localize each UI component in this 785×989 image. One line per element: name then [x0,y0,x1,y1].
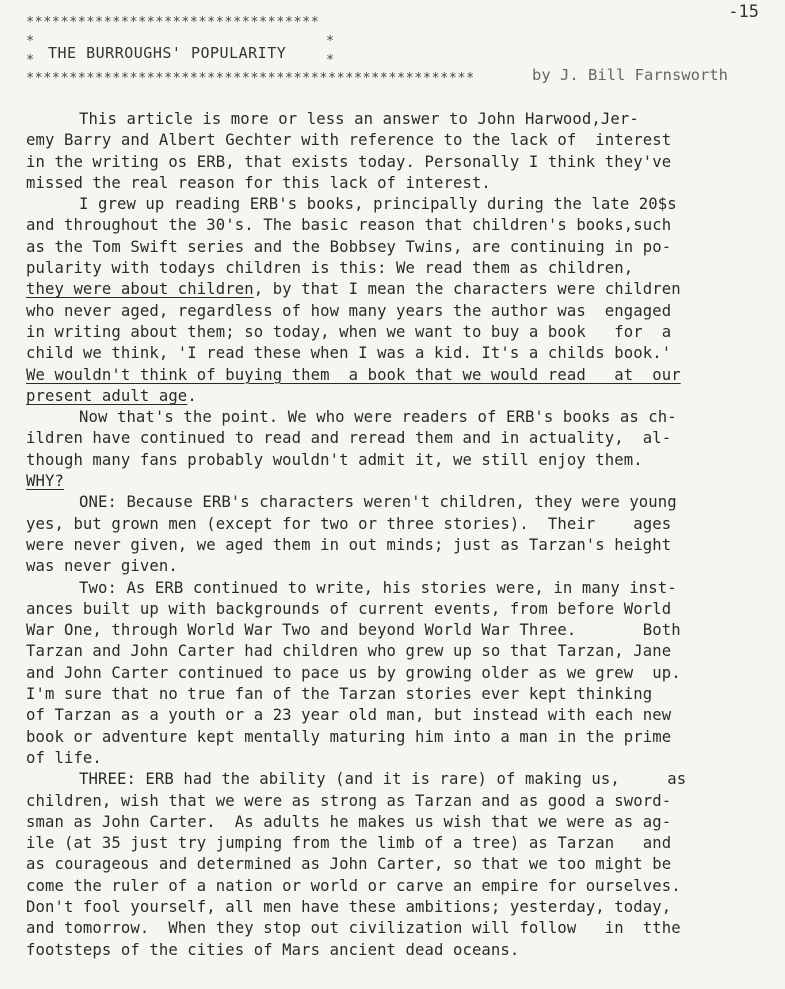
text-line: and throughout the 30's. The basic reason that children's books,such [26,216,672,235]
underlined-phrase: present adult age [26,386,188,405]
why-heading: WHY? [26,472,64,491]
text-line: War One, through World War Two and beyond World War Three. Both [26,621,681,640]
text-line: was never given. [26,557,178,576]
text-line: of life. [26,748,102,767]
text-run: . [187,386,197,405]
paragraph-two [26,578,760,770]
text-line: footsteps of the cities of Mars ancient dead oceans. [26,940,520,959]
text-line: I grew up reading ERB's books, principally during the late 20$s [79,195,677,214]
text-line: as courageous and determined as John Carter, so that we too might be [26,855,672,874]
title-box-border-right: * [326,33,335,49]
text-line: Now that's the point. We who were readers of ERB's books as ch- [79,408,677,427]
underlined-phrase: they were about children [26,280,254,299]
text-line: and tomorrow. When they stop out civilization will follow in tthe [26,919,681,938]
text-line: though many fans probably wouldn't admit it, we still enjoy them. [26,450,643,469]
title-box-border-left: * [26,33,35,49]
text-line [26,279,760,300]
text-line: sman as John Carter. As adults he makes us wish that we were as ag- [26,812,672,831]
text-line: Two: As ERB continued to write, his stories were, in many inst- [79,578,677,597]
text-line: who never aged, regardless of how many years the author was engaged [26,301,672,320]
page-number: -15 [728,2,759,22]
paragraph-3 [26,407,760,492]
byline: by J. Bill Farnsworth [532,66,728,84]
text-line: ile (at 35 just try jumping from the limb of a tree) as Tarzan and [26,834,672,853]
text-line: ONE: Because ERB's characters weren't children, they were young [79,493,677,512]
text-line: ildren have continued to read and reread them and in actuality, al- [26,429,672,448]
text-line: of Tarzan as a youth or a 23 year old man, but instead with each new [26,706,672,725]
text-line: were never given, we aged them in out minds; just as Tarzan's height [26,535,672,554]
text-line: THREE: ERB had the ability (and it is rare) of making us, as [79,770,687,789]
text-line: Don't fool yourself, all men have these ambitions; yesterday, today, [26,897,672,916]
text-line [26,386,760,407]
text-line: children, wish that we were as strong as Tarzan and as good a sword- [26,791,672,810]
text-line: ances built up with backgrounds of current events, from before World [26,599,672,618]
text-line [26,471,760,492]
article-title: THE BURROUGHS' POPULARITY [48,44,287,62]
paragraph-2 [26,194,760,407]
text-line: I'm sure that no true fan of the Tarzan stories ever kept thinking [26,685,653,704]
text-line: child we think, 'I read these when I was a kid. It's a childs book.' [26,344,672,363]
text-run: , by that I mean the characters were children [253,280,681,299]
text-line: pularity with todays children is this: We read them as children, [26,259,634,278]
text-line: and John Carter continued to pace us by growing older as we grew up. [26,663,681,682]
title-box-border-left: * [26,52,35,68]
paragraph-1 [26,109,760,194]
text-line: Tarzan and John Carter had children who grew up so that Tarzan, Jane [26,642,672,661]
text-line: in the writing os ERB, that exists today. Personally I think they've [26,152,672,171]
paragraph-one [26,492,760,577]
text-line: book or adventure kept mentally maturing him into a man in the prime [26,727,672,746]
underlined-line: We wouldn't think of buying them a book that we would read at our [26,365,681,384]
text-line: in writing about them; so today, when we want to buy a book for a [26,322,672,341]
title-box-border-bottom: **************************************************** [26,70,475,86]
paragraph-three [26,769,760,961]
article-body [26,109,760,961]
text-line: yes, but grown men (except for two or three stories). Their ages [26,514,672,533]
title-box-border-top: ********************************** [26,14,320,30]
text-line: This article is more or less an answer to John Harwood,Jer- [79,110,639,128]
text-line: emy Barry and Albert Gechter with reference to the lack of interest [26,131,672,150]
text-line: missed the real reason for this lack of interest. [26,173,491,192]
title-box-border-right: * [326,52,335,68]
text-line: as the Tom Swift series and the Bobbsey Twins, are continuing in po- [26,237,672,256]
text-line: come the ruler of a nation or world or carve an empire for ourselves. [26,876,681,895]
